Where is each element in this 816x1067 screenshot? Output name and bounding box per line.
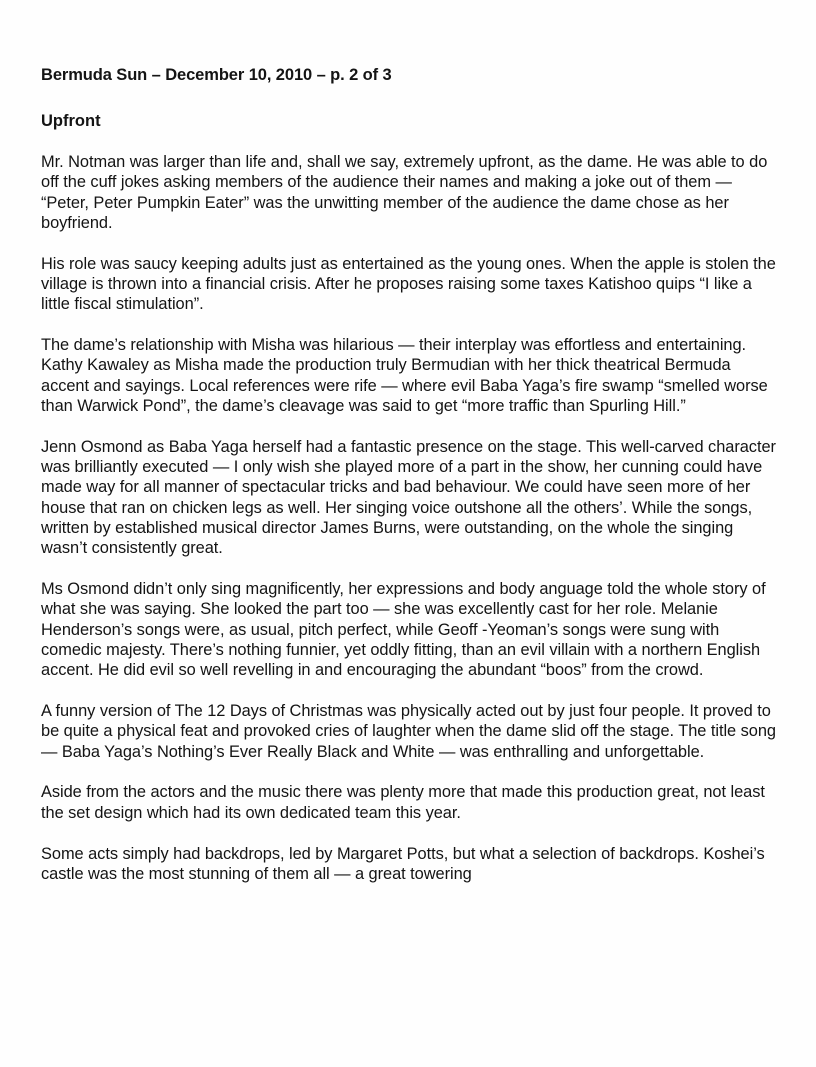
paragraph: A funny version of The 12 Days of Christmas was physically acted out by just four people. It proved to be quite a physical feat and provoked cries of laughter when the dame slid off the stage. The title song — Baba Yaga’s Nothing’s Ever Really Black and White — was enthralling and unforgettable. xyxy=(41,702,776,761)
paragraph: Aside from the actors and the music there was plenty more that made this production great, not least the set design which had its own dedicated team this year. xyxy=(41,783,765,822)
paragraph: Jenn Osmond as Baba Yaga herself had a fantastic presence on the stage. This well-carved character was brilliantly executed — I only wish she played more of a part in the show, her cunning could have made way for all manner of spectacular tricks and bad behaviour. We could have seen more of her house that ran on chicken legs as well. Her singing voice outshone all the others’. While the songs, written by established musical director James Burns, were outstanding, on the whole the singing wasn’t consistently great. xyxy=(41,437,776,558)
paragraph: Ms Osmond didn’t only sing magnificently, her expressions and body anguage told the whole story of what she was saying. She looked the part too — she was excellently cast for her role. Melanie Henderson’s songs were, as usual, pitch perfect, while Geoff -Yeoman’s songs were sung with comedic majesty. There’s nothing funnier, yet oddly fitting, than an evil villain with a northern English accent. He did evil so well revelling in and encouraging the abundant “boos” from the crowd. xyxy=(41,580,766,680)
paragraph: His role was saucy keeping adults just as entertained as the young ones. When the apple is stolen the village is thrown into a financial crisis. After he proposes raising some taxes Katishoo quips “I like a little fiscal stimulation”. xyxy=(41,254,776,314)
document-header: Bermuda Sun – December 10, 2010 – p. 2 of 3 xyxy=(41,66,392,84)
section-title: Upfront xyxy=(41,112,101,130)
paragraph: Mr. Notman was larger than life and, shall we say, extremely upfront, as the dame. He was able to do off the cuff jokes asking members of the audience their names and making a joke out of them — “Peter, Peter Pumpkin Eater” was the unwitting member of the audience the dame chose as her boyfriend. xyxy=(41,153,768,232)
article-body xyxy=(41,152,781,905)
paragraph: Some acts simply had backdrops, led by Margaret Potts, but what a selection of backdrops. Koshei’s castle was the most stunning of them all — a great towering xyxy=(41,844,765,883)
paragraph: The dame’s relationship with Misha was hilarious — their interplay was effortless and entertaining. Kathy Kawaley as Misha made the production truly Bermudian with her thick theatrical Bermuda accent and sayings. Local references were rife — where evil Baba Yaga’s fire swamp “smelled worse than Warwick Pond”, the dame’s cleavage was said to get “more traffic than Spurling Hill.” xyxy=(41,336,768,415)
